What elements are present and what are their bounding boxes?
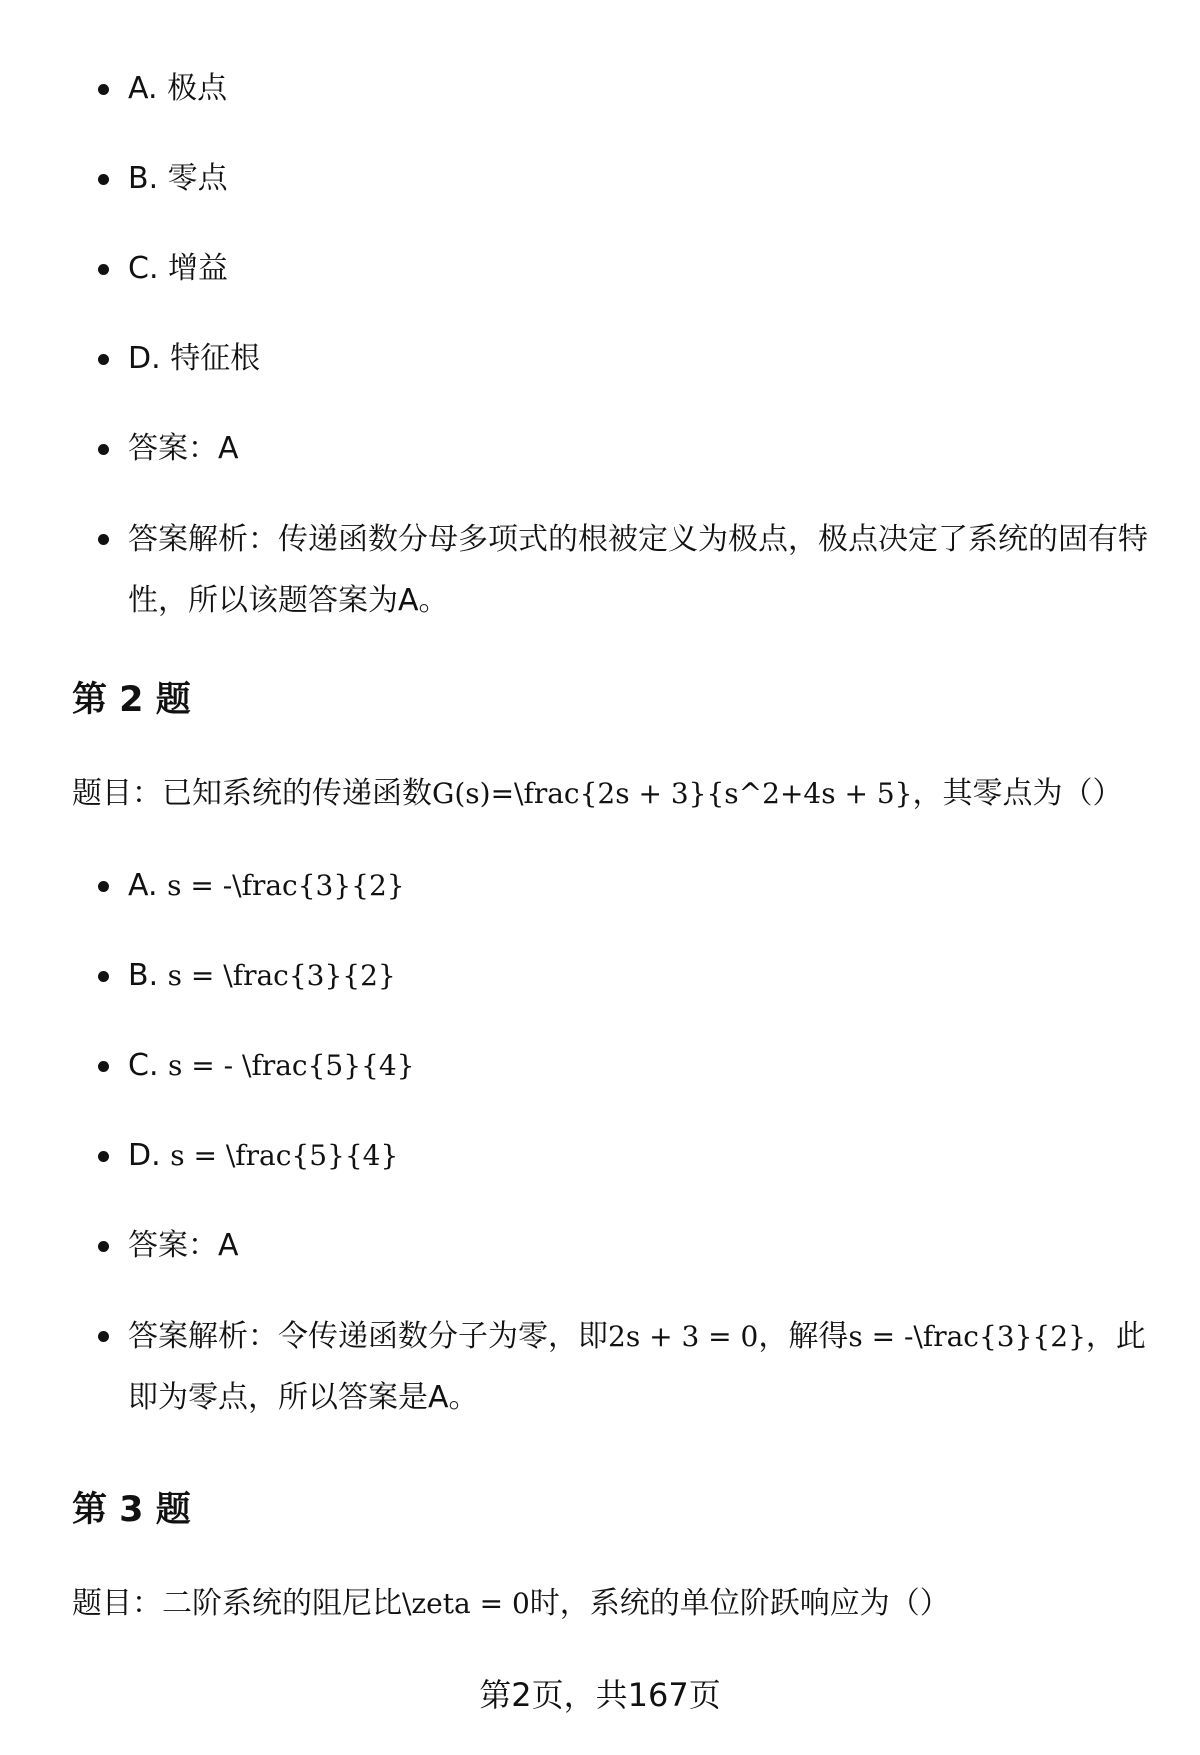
q1-option-list: [0, 59, 1200, 631]
option-text: 增益: [168, 251, 229, 286]
option-text: 极点: [167, 71, 228, 106]
q1-explanation: 答案解析：传递函数分母多项式的根被定义为极点，极点决定了系统的固有特性，所以该题答案为A。: [0, 509, 1200, 631]
option-label: C.: [128, 1048, 169, 1083]
q3-title: 第 3 题: [72, 1490, 191, 1530]
explanation-formula-2: s = -\frac{3}{2}: [848, 1320, 1086, 1353]
q2-option-a: [0, 856, 1200, 946]
q2-option-list: [0, 856, 1200, 1428]
option-label: B.: [128, 958, 168, 993]
option-formula: s = \frac{5}{4}: [170, 1139, 399, 1172]
option-formula: s = -\frac{3}{2}: [167, 869, 405, 902]
q2-stem: [72, 764, 1172, 824]
option-formula: s = - \frac{5}{4}: [168, 1049, 415, 1082]
q2-option-c: [0, 1036, 1200, 1126]
stem-formula: \zeta = 0: [402, 1587, 530, 1620]
option-label: A.: [128, 71, 168, 106]
q1-option-d: [0, 329, 1200, 419]
option-label: A.: [128, 868, 168, 903]
option-label: D.: [128, 1138, 171, 1173]
stem-suffix: 时，系统的单位阶跃响应为（）: [529, 1586, 950, 1621]
stem-formula: G(s)=\frac{2s + 3}{s^2+4s + 5}: [432, 777, 913, 810]
option-formula: s = \frac{3}{2}: [167, 959, 396, 992]
q2-title: 第 2 题: [72, 680, 191, 720]
q2-explanation: [0, 1306, 1200, 1428]
option-text: 零点: [167, 161, 228, 196]
explanation-suffix: ，此即为零点，所以答案是A。: [128, 1319, 1146, 1415]
q3-stem: [72, 1574, 1172, 1634]
q1-option-a: [0, 59, 1200, 149]
option-label: B.: [128, 161, 168, 196]
q1-option-c: [0, 239, 1200, 329]
option-text: 特征根: [170, 341, 261, 376]
page-footer: 第2页，共167页: [479, 1676, 721, 1714]
q1-option-b: [0, 149, 1200, 239]
q2-option-b: [0, 946, 1200, 1036]
explanation-prefix: 答案解析：令传递函数分子为零，即: [128, 1319, 608, 1354]
stem-prefix: 题目：已知系统的传递函数: [72, 776, 432, 811]
option-label: D.: [128, 341, 171, 376]
stem-suffix: ，其零点为（）: [912, 776, 1123, 811]
q2-answer: 答案：A: [0, 1216, 1200, 1306]
explanation-mid: ，解得: [758, 1319, 849, 1354]
stem-prefix: 题目：二阶系统的阻尼比: [72, 1586, 402, 1621]
q1-answer: 答案：A: [0, 419, 1200, 509]
explanation-formula-1: 2s + 3 = 0: [608, 1320, 759, 1353]
option-label: C.: [128, 251, 169, 286]
q2-option-d: [0, 1126, 1200, 1216]
